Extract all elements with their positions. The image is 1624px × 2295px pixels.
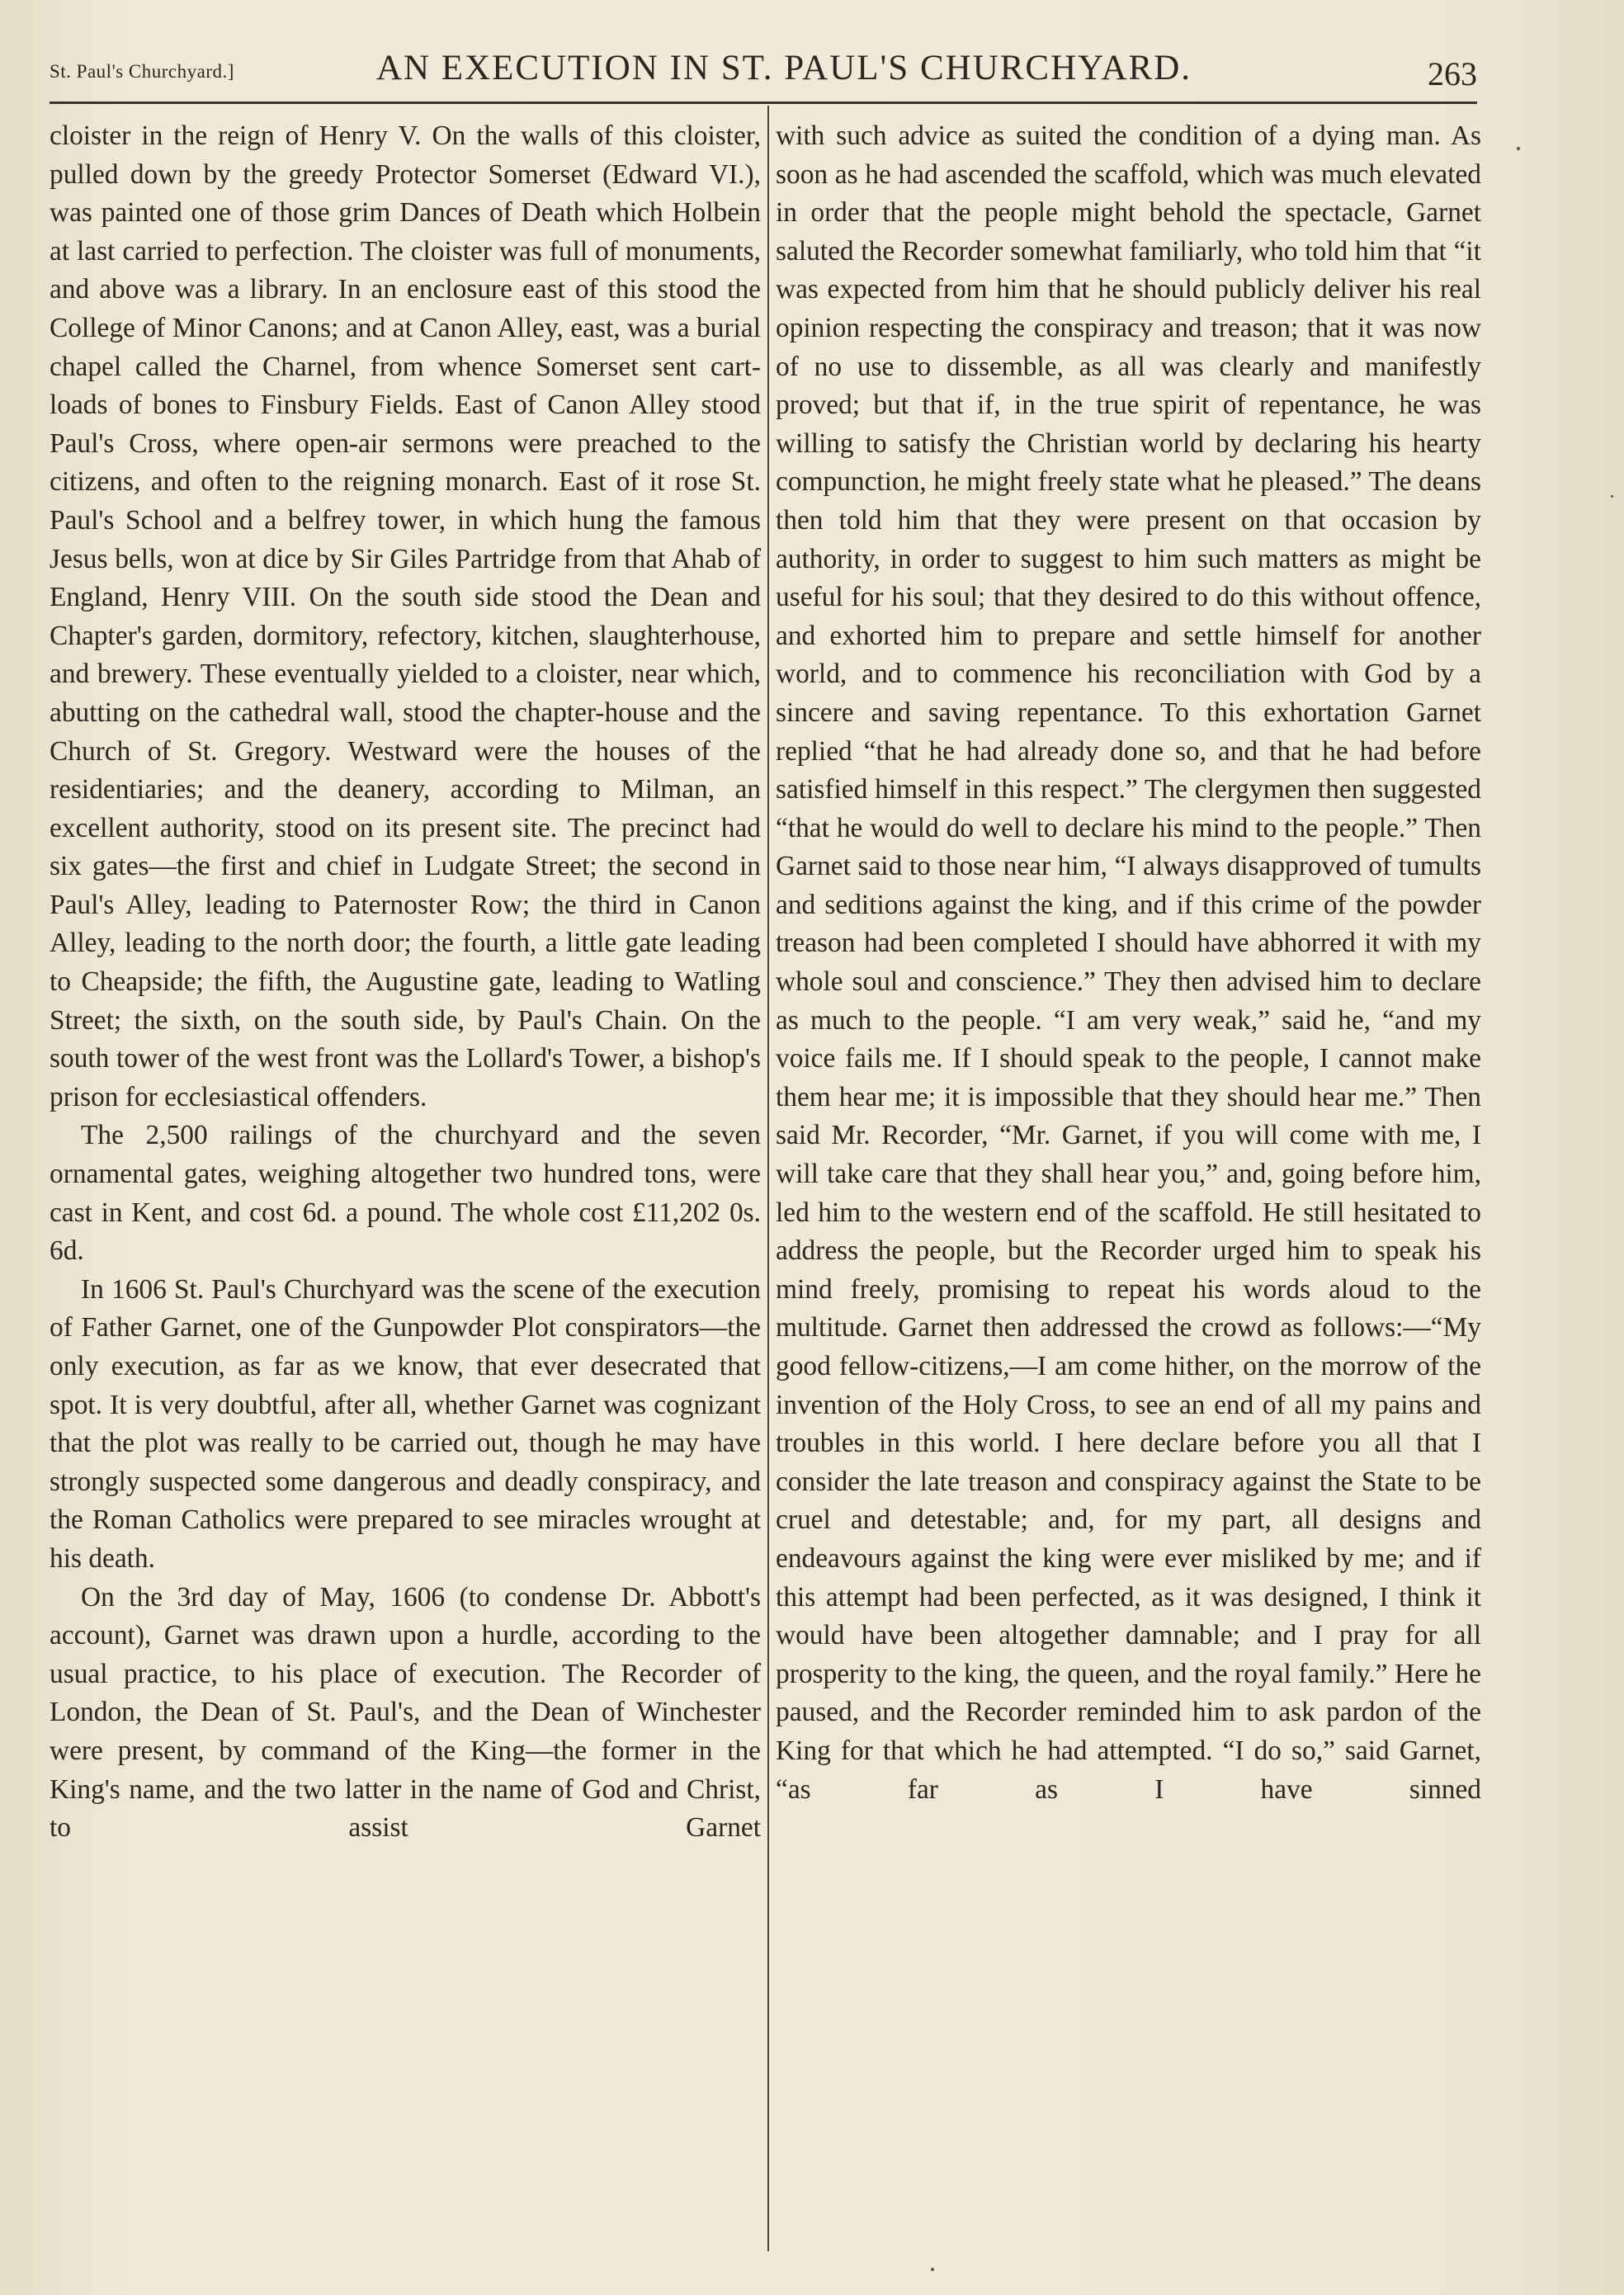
column-divider [767, 106, 769, 2251]
paragraph: On the 3rd day of May, 1606 (to condense Dr. Abbott's account), Garnet was drawn upon a hurdle, according to the usual practice, to his place of execution. The Recorder of London, the Dean of St. Paul's, and the Dean of Winchester were present, by command of the King—the former in the King's name, and the two latter in the name of God and Christ, to assist Garnet [50, 1581, 761, 1844]
paper-speck [931, 2268, 934, 2271]
page-title: AN EXECUTION IN ST. PAUL'S CHURCHYARD. [375, 49, 1192, 87]
paper-speck [1517, 147, 1520, 150]
paragraph: In 1606 St. Paul's Churchyard was the scene of the execution of Father Garnet, one of the Gunpowder Plot conspirators—the only execution, as far as we know, that ever desecrated that spot. It is very doubtful, after all, whether Garnet was cognizant that the plot was really to be carried out, though he may have strongly suspected some dangerous and deadly conspiracy, and the Roman Catholics were prepared to see miracles wrought at his death. [50, 1273, 761, 1574]
paragraph: with such advice as suited the condition of a dying man. As soon as he had ascended the scaffold, which was much elevated in order that the people might behold the spectacle, Garnet saluted the Recorder somewhat familiarly, who told him that “it was expected from him that he should publicly deliver his real opinion respecting the conspiracy and treason; that it was now of no use to dissemble, as all was clearly and manifestly proved; but that if, in the true spirit of repentance, he was willing to satisfy the Christian world by declaring his hearty compunction, he might freely state what he pleased.” The deans then told him that they were present on that occasion by authority, in order to suggest to him such matters as might be useful for his soul; that they desired to do this without offence, and exhorted him to prepare and settle himself for another world, and to commence his reconciliation with God by a sincere and saving repentance. To this exhortation Garnet replied “that he had already done so, and that he had before satisfied himself in this respect.” The clergymen then suggested “that he would do well to declare his mind to the people.” Then Garnet said to those near him, “I always disapproved of tumults and seditions against the king, and if this crime of the powder treason had been completed I should have abhorred it with my whole soul and conscience.” They then advised him to declare as much to the people. “I am very weak,” said he, “and my voice fails me. If I should speak to the people, I cannot make them hear me; it is impossible that they should hear me.” Then said Mr. Recorder, “Mr. Garnet, if you will come with me, I will take care that they shall hear you,” and, going before him, led him to the western end of the scaffold. He still hesitated to address the people, but the Recorder urged him to speak his mind freely, promising to repeat his words aloud to the multitude. Garnet then addressed the crowd as follows:—“My good fellow-citizens,—I am come hither, on the morrow of the invention of the Holy Cross, to see an end of all my pains and troubles in this world. I here declare before you all that I consider the late treason and conspiracy against the State to be cruel and detestable; and, for my part, all designs and endeavours against the king were ever misliked by me; and if this attempt had been perfected, as it was designed, I think it would have been altogether damnable; and I pray for all prosperity to the king, the queen, and the royal family.” Here he paused, and the Recorder reminded him to ask pardon of the King for that which he had attempted. “I do so,” said Garnet, “as far as I have sinned [776, 120, 1481, 1805]
running-head: St. Paul's Churchyard.] [50, 61, 234, 82]
header-rule [50, 102, 1477, 104]
left-column [50, 117, 761, 1848]
page-number: 263 [1428, 55, 1477, 92]
right-column [776, 117, 1481, 1809]
page-header [50, 43, 1477, 101]
paper-speck [1611, 495, 1613, 498]
paragraph: cloister in the reign of Henry V. On the walls of this cloister, pulled down by the greedy Protector Somerset (Edward VI.), was painted one of those grim Dances of Death which Holbein at last carried to perfection. The cloister was full of monuments, and above was a library. In an enclosure east of this stood the College of Minor Canons; and at Canon Alley, east, was a burial chapel called the Charnel, from whence Somerset sent cart-loads of bones to Finsbury Fields. East of Canon Alley stood Paul's Cross, where open-air sermons were preached to the citizens, and often to the reigning monarch. East of it rose St. Paul's School and a belfrey tower, in which hung the famous Jesus bells, won at dice by Sir Giles Partridge from that Ahab of England, Henry VIII. On the south side stood the Dean and Chapter's garden, dormitory, refectory, kitchen, slaughterhouse, and brewery. These eventually yielded to a cloister, near which, abutting on the cathedral wall, stood the chapter-house and the Church of St. Gregory. Westward were the houses of the residentiaries; and the deanery, according to Milman, an excellent authority, stood on its present site. The precinct had six gates—the first and chief in Ludgate Street; the second in Paul's Alley, leading to Paternoster Row; the third in Canon Alley, leading to the north door; the fourth, a little gate leading to Cheapside; the fifth, the Augustine gate, leading to Watling Street; the sixth, on the south side, by Paul's Chain. On the south tower of the west front was the Lollard's Tower, a bishop's prison for ecclesiastical offenders. [50, 120, 761, 1112]
paragraph: The 2,500 railings of the churchyard and the seven ornamental gates, weighing altogether two hundred tons, were cast in Kent, and cost 6d. a pound. The whole cost £11,202 0s. 6d. [50, 1120, 761, 1267]
